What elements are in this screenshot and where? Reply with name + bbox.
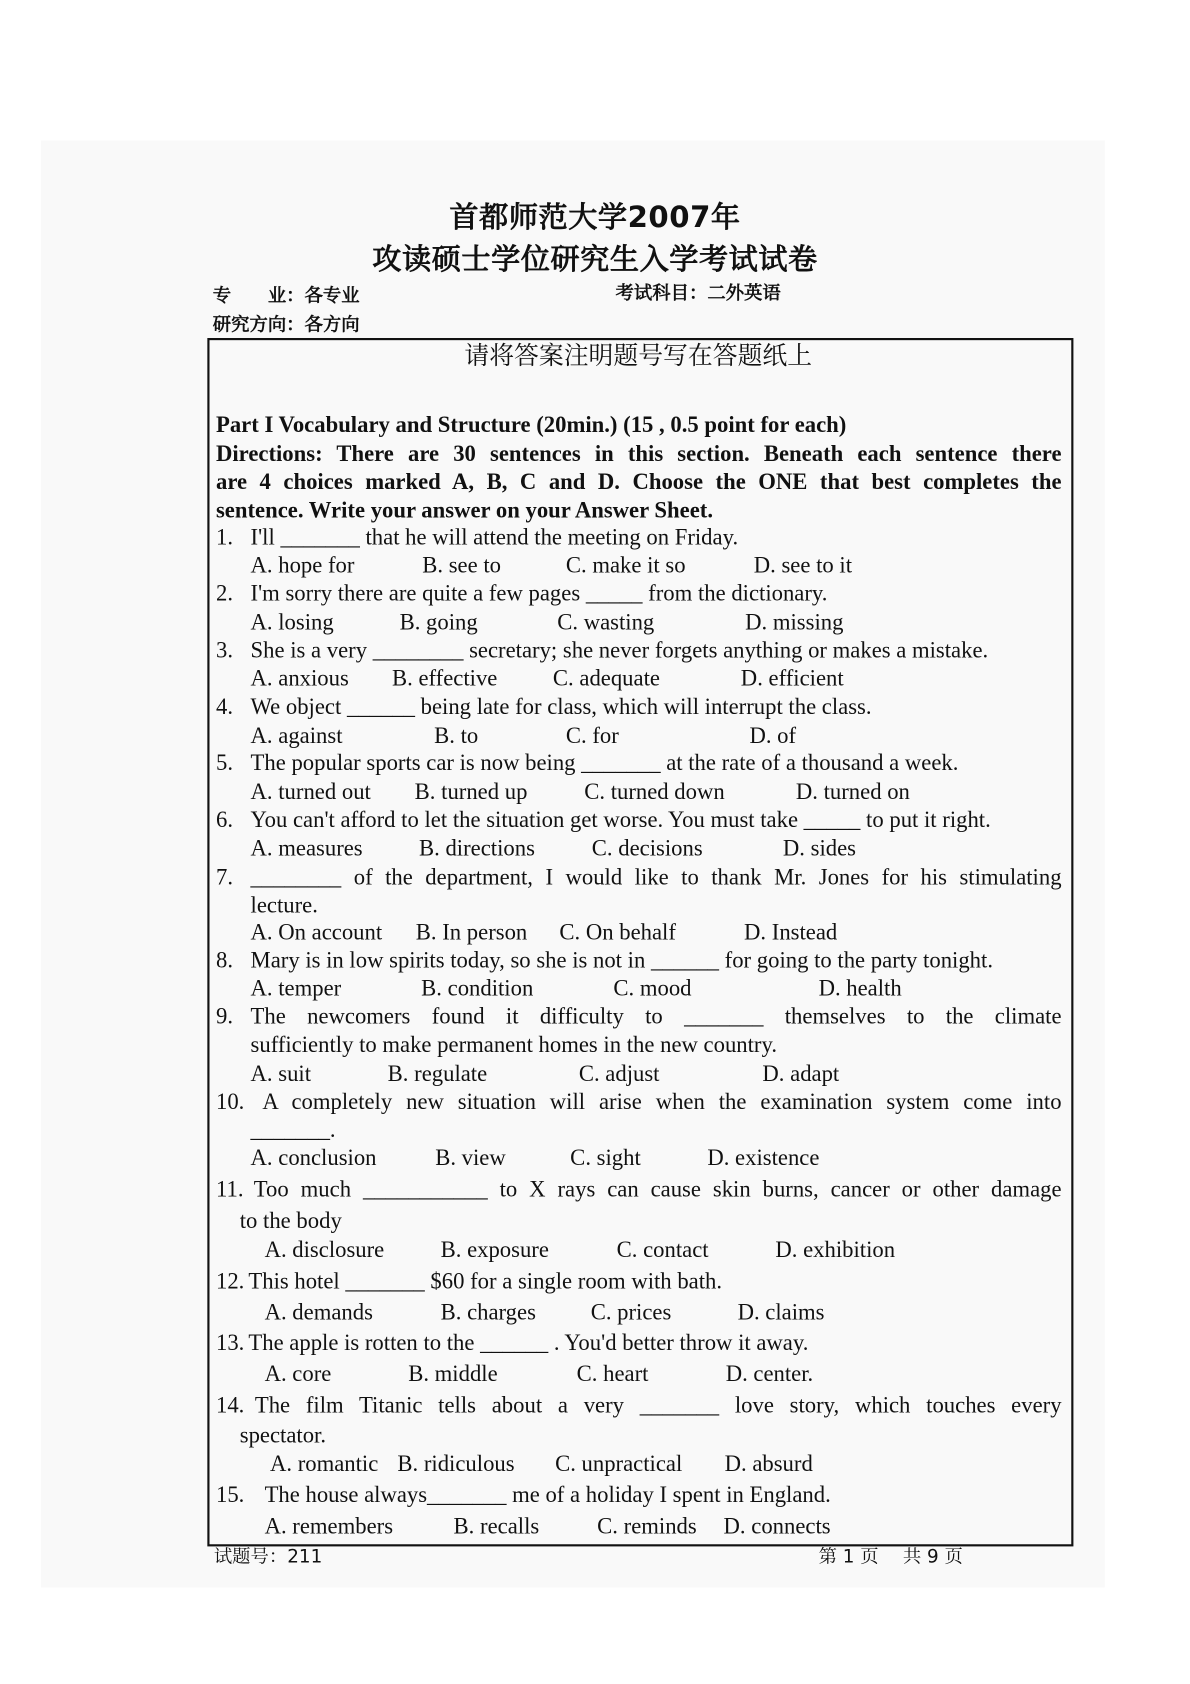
question-number: 15. [215,1481,245,1508]
question-text: The house always_______ me of a holiday I spent in England. [264,1481,831,1508]
answer-option-c: C. mood [613,975,692,1002]
question-text-continued: _______. [250,1116,336,1143]
answer-option-d: D. see to it [753,551,853,578]
answer-option-d: D. sides [782,834,857,861]
answer-option-d: D. efficient [740,665,844,692]
answer-option-d: D. turned on [795,778,910,805]
answer-option-a: A. against [250,722,343,749]
question-text: The newcomers found it difficulty to _______ themselves to the climate [250,1003,1062,1030]
answer-option-d: D. exhibition [775,1236,896,1263]
question-text: A completely new situation will arise when the examination system come into [262,1088,1062,1115]
answer-option-b: B. to [434,722,479,749]
answer-option-a: A. hope for [250,551,355,578]
question-text-continued: spectator. [239,1422,327,1449]
answer-option-c: C. wasting [557,609,655,635]
question-text: I'll _______ that he will attend the meeting on Friday. [250,523,739,550]
question-number: 12. [215,1267,245,1294]
answer-option-b: B. regulate [387,1060,488,1087]
part-title: Part I Vocabulary and Structure (20min.) (15 , 0.5 point for each) [215,411,847,438]
answer-option-b: B. In person [415,918,528,945]
answer-option-a: A. anxious [250,665,349,692]
answer-option-a: A. conclusion [250,1144,377,1171]
question-text: I'm sorry there are quite a few pages _____ from the dictionary. [250,579,828,606]
answer-option-b: B. condition [421,975,534,1002]
question-number: 7. [215,863,233,890]
answer-option-b: B. ridiculous [397,1450,515,1477]
answer-option-d: D. center. [725,1360,814,1387]
answer-option-a: A. suit [250,1060,312,1087]
answer-option-c: C. adequate [552,665,660,692]
question-text: This hotel _______ $60 for a single room with bath. [248,1267,723,1294]
question-number: 9. [215,1003,233,1030]
answer-option-b: B. recalls [453,1512,540,1539]
directions-line: sentence. Write your answer on your Answer Sheet. [215,496,714,523]
answer-option-a: A. losing [250,609,334,635]
question-text-continued: lecture. [250,891,318,918]
answer-option-a: A. remembers [264,1512,394,1539]
question-text: She is a very ________ secretary; she never forgets anything or makes a mistake. [250,637,989,664]
answer-option-d: D. existence [707,1144,820,1171]
directions-line: are 4 choices marked A, B, C and D. Choose the ONE that best completes the [215,468,1062,495]
answer-option-c: C. contact [616,1236,709,1263]
answer-option-a: A. turned out [250,778,371,805]
answer-option-b: B. exposure [440,1236,549,1263]
answer-option-b: B. directions [419,834,535,861]
answer-option-c: C. unpractical [555,1450,683,1477]
exam-title-line2: 攻读硕士学位研究生入学考试试卷 [372,242,818,277]
answer-option-c: C. make it so [565,551,686,578]
answer-option-b: B. effective [392,665,498,692]
subject-label: 考试科目：二外英语 [615,282,781,305]
question-text: Too much ___________ to X rays can cause skin burns, cancer or other damage [253,1176,1062,1202]
question-number: 5. [215,749,233,776]
answer-option-d: D. absurd [724,1450,813,1477]
question-number: 11. [215,1176,244,1202]
question-text: We object ______ being late for class, which will interrupt the class. [250,693,872,720]
answer-option-d: D. adapt [762,1060,840,1087]
answer-option-c: C. sight [570,1144,641,1171]
answer-option-c: C. decisions [591,834,703,861]
answer-option-a: A. temper [250,975,342,1002]
question-text: The popular sports car is now being _______ at the rate of a thousand a week. [250,749,959,776]
answer-option-d: D. claims [737,1299,825,1326]
question-number: 2. [215,579,233,606]
answer-option-c: C. for [565,722,619,749]
page-info: 第 1 页 共 9 页 [818,1546,963,1569]
box-heading: 请将答案注明题号写在答题纸上 [464,342,813,371]
answer-option-a: A. disclosure [264,1236,385,1263]
question-number: 4. [215,693,233,720]
answer-option-a: A. demands [264,1299,373,1326]
major-label: 专 业：各专业 [212,285,360,307]
question-text: You can't afford to let the situation get worse. You must take _____ to put it right. [250,806,991,833]
answer-option-c: C. heart [576,1360,649,1387]
question-text-continued: sufficiently to make permanent homes in the new country. [250,1031,778,1058]
answer-option-c: C. turned down [584,778,725,805]
question-text: ________ of the department, I would like to thank Mr. Jones for his stimulating [250,863,1062,890]
question-number: 14. [215,1391,245,1418]
answer-option-c: C. On behalf [559,918,676,945]
question-number: 8. [215,947,233,973]
answer-option-a: A. On account [250,918,383,945]
question-text: Mary is in low spirits today, so she is not in ______ for going to the party tonight. [250,947,993,973]
answer-option-b: B. middle [408,1360,498,1387]
answer-option-b: B. see to [422,551,501,578]
exam-title-line1: 首都师范大学2007年 [449,200,741,235]
answer-option-c: C. prices [590,1299,672,1326]
question-text: The apple is rotten to the ______ . You'd better throw it away. [248,1329,809,1356]
question-text-continued: to the body [239,1207,342,1234]
answer-option-b: B. view [435,1144,506,1171]
answer-option-c: C. reminds [597,1512,697,1539]
answer-option-b: B. charges [440,1299,536,1326]
answer-option-d: D. missing [745,609,844,635]
answer-option-a: A. romantic [269,1450,379,1477]
directions-line: Directions: There are 30 sentences in this section. Beneath each sentence there [215,440,1062,467]
answer-option-a: A. measures [250,834,363,861]
answer-option-a: A. core [264,1360,332,1387]
answer-option-d: D. of [749,722,797,749]
question-number: 3. [215,637,233,664]
answer-option-d: D. health [818,975,902,1002]
research-direction-label: 研究方向：各方向 [212,314,360,336]
answer-option-d: D. connects [723,1512,831,1539]
question-number: 6. [215,806,233,833]
answer-option-b: B. going [399,609,478,635]
question-number: 1. [215,523,233,550]
question-code: 试题号：211 [213,1546,323,1569]
answer-option-d: D. Instead [744,918,838,945]
question-text: The film Titanic tells about a very _______ love story, which touches every [254,1391,1062,1418]
question-number: 10. [215,1088,245,1115]
question-number: 13. [215,1329,245,1356]
answer-option-c: C. adjust [578,1060,660,1087]
answer-option-b: B. turned up [414,778,528,805]
